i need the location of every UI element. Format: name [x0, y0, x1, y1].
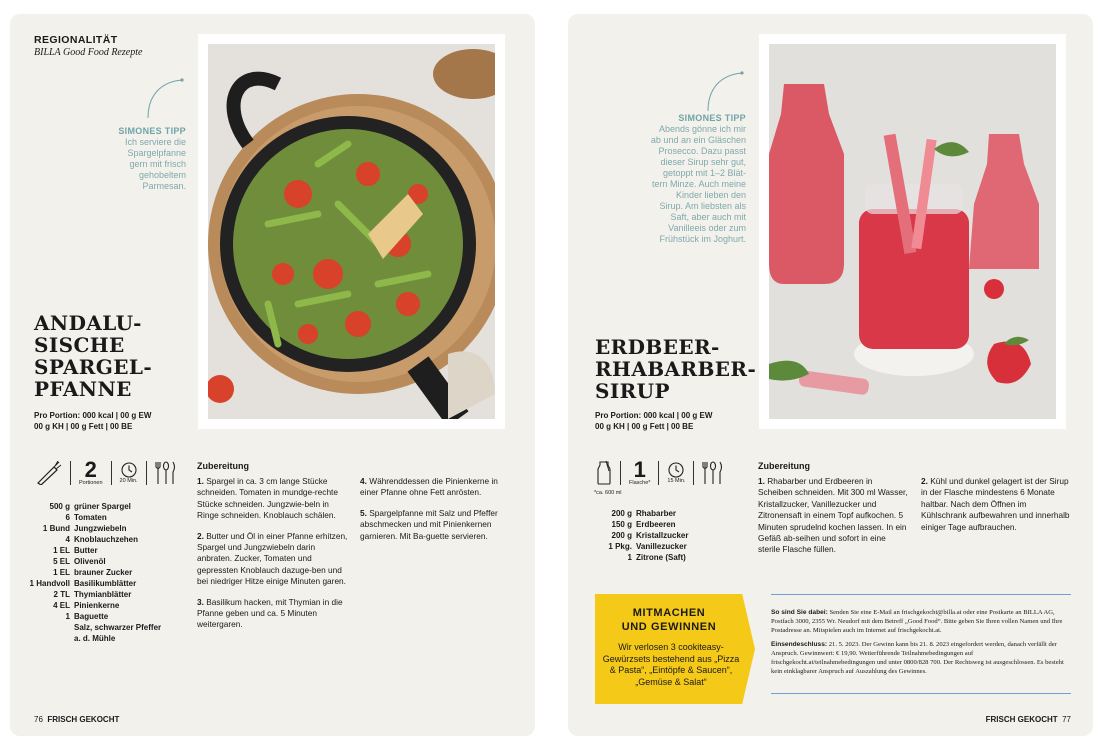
contest-title-line: UND GEWINNEN — [621, 621, 717, 633]
tip-line: ab und an ein Gläschen — [650, 135, 746, 145]
recipe-photo-frame — [759, 34, 1066, 429]
ingredient-name: Vanillezucker — [636, 542, 687, 551]
ingredient-name: Baguette — [74, 612, 109, 621]
ingredient-row — [28, 534, 161, 545]
ingredient-row — [590, 552, 688, 563]
recipe-title — [595, 336, 756, 402]
ingredient-row — [28, 523, 161, 534]
tip-curve-icon — [706, 69, 746, 113]
bottles-cell — [629, 457, 651, 486]
ingredient-amount: 1 Bund — [42, 524, 70, 533]
tip-line: Frühstück im Joghurt. — [659, 234, 746, 244]
clock-icon — [668, 462, 684, 478]
nutrition-info — [595, 410, 712, 432]
ingredient-amount — [28, 633, 74, 644]
footer-label: FRISCH GEKOCHT — [47, 715, 120, 724]
ingredient-amount: 150 g — [611, 520, 632, 529]
cutlery-icon — [702, 461, 724, 485]
tip-line: dieser Sirup sehr gut, — [660, 157, 746, 167]
step-number: 1. — [197, 476, 204, 486]
ingredient-row — [28, 512, 161, 523]
ingredient-amount: 200 g — [611, 531, 632, 540]
ingredient-name: Tomaten — [74, 513, 107, 522]
ingredient-name: Pinienkerne — [74, 601, 120, 610]
contest-title — [595, 606, 743, 634]
jar-icon — [596, 461, 612, 485]
ingredient-row — [28, 567, 161, 578]
meta-divider — [111, 461, 112, 485]
ingredient-name: Olivenöl — [74, 557, 106, 566]
portions-label: Portionen — [79, 480, 103, 486]
ingredient-row — [28, 556, 161, 567]
legal-text: 21. 5. 2023. Der Gewinn kann bis 21. 8. 2023 eingefordert werden, danach verfällt der Anspruch. Gewinnwert: € 19,90. Weiterführende Teilnahmebedingungen auf frischgekocht.at/teilnahmebedingungen und unter 0800/828 700. Der Rechtsweg ist ausgeschlossen. Es besteht kein einklagbarer Anspruch auf Auszahlung des Gewinnes. — [771, 641, 1064, 675]
ingredient-name: Basilikumblätter — [74, 579, 137, 588]
ingredient-amount: 4 — [65, 535, 70, 544]
ingredient-name: Kristallzucker — [636, 531, 689, 540]
contest-legal — [771, 594, 1071, 694]
simones-tipp — [624, 113, 746, 245]
volume-note: *ca. 600 ml — [594, 490, 622, 496]
step-number: 4. — [360, 476, 367, 486]
contest-text: Wir verlosen 3 cookiteasy-Gewürzsets bestehend aus „Pizza & Pasta“, „Eintöpfe & Saucen“, „Gemüse & Salat“ — [602, 642, 740, 687]
portions-value: 2 — [84, 457, 97, 482]
meta-divider — [693, 461, 694, 485]
section-kicker: REGIONALITÄT — [34, 34, 118, 46]
ingredient-amount: 4 EL — [53, 601, 70, 610]
ingredient-name: Salz, schwarzer Pfeffer — [74, 623, 162, 632]
rhubarb-syrup-photo — [769, 44, 1056, 419]
legal-text: Senden Sie eine E-Mail an frischgekocht@billa.at oder eine Postkarte an BILLA AG, Postfach 3000, 2355 Wr. Neudorf mit dem Betreff „Good Food“. Bitte geben Sie Ihren vollen Namen und Ihre Postadresse an. Mitspielen auch im Internet auf frischgekocht.at. — [771, 609, 1063, 634]
tip-line: Vanilleeis oder zum — [668, 223, 746, 233]
step-number: 5. — [360, 507, 367, 518]
recipe-meta — [36, 458, 177, 488]
nutrition-line: Pro Portion: 000 kcal | 00 g EW — [34, 411, 152, 420]
time-cell — [120, 462, 138, 484]
ingredient-name: Erdbeeren — [636, 520, 676, 529]
nutrition-line: 00 g KH | 00 g Fett | 00 BE — [34, 422, 133, 431]
tip-line: gehobeltem — [138, 170, 186, 180]
tip-line: Prosecco. Dazu passt — [658, 146, 746, 156]
ingredient-name: Rhabarber — [636, 509, 677, 518]
step-text: Kühl und dunkel gelagert ist der Sirup in der Flasche mindestens 6 Monate haltbar. Nach dem Öffnen im Kühlschrank aufbewahren und innerhalb einiger Tage aufbrauchen. — [921, 476, 1070, 532]
step-number: 2. — [197, 530, 204, 541]
page-footer — [986, 715, 1071, 724]
ingredient-name: a. d. Mühle — [74, 634, 116, 643]
ingredient-amount: 1 — [65, 612, 70, 621]
ingredient-amount: 6 — [65, 513, 70, 522]
steps-column-2 — [921, 476, 1073, 542]
tip-line: Ich serviere die — [124, 137, 186, 147]
ingredient-name: Thymianblätter — [74, 590, 132, 599]
ingredient-row — [28, 622, 161, 633]
carrot-knife-icon — [36, 461, 62, 485]
time-label: 20 Min. — [119, 478, 138, 484]
ingredient-amount: 1 Pkg. — [608, 542, 632, 551]
ingredient-amount — [28, 622, 74, 633]
legal-paragraph — [771, 641, 1071, 676]
ingredient-name: Butter — [74, 546, 98, 555]
ingredient-amount: 500 g — [49, 502, 70, 511]
ingredient-amount: 1 EL — [53, 546, 70, 555]
legal-label: Einsendeschluss: — [771, 641, 828, 649]
title-line: PFANNE — [34, 377, 132, 401]
ingredient-amount: 200 g — [611, 509, 632, 518]
tip-title: SIMONES TIPP — [118, 126, 186, 136]
tip-line: gern mit frisch — [129, 159, 186, 169]
steps-column-2 — [360, 476, 510, 551]
recipe-meta — [596, 458, 724, 488]
step-number: 1. — [758, 476, 765, 486]
time-cell — [667, 462, 685, 484]
title-line: ANDALU- — [34, 311, 142, 335]
step-text: Spargelpfanne mit Salz und Pfeffer abschmecken und mit Pinienkernen garnieren. Mit Ba-guette servieren. — [360, 507, 498, 541]
ingredient-row — [590, 541, 688, 552]
ingredient-row — [590, 530, 688, 541]
ingredient-row — [28, 633, 161, 644]
title-line: SISCHE — [34, 333, 125, 357]
ingredient-amount: 1 — [627, 553, 632, 562]
bottles-value: 1 — [633, 457, 646, 482]
ingredient-row — [28, 600, 161, 611]
ingredient-amount: 5 EL — [53, 557, 70, 566]
ingredient-row — [590, 519, 688, 530]
contest-title-line: MITMACHEN — [632, 607, 706, 619]
cutlery-icon — [155, 461, 177, 485]
ingredient-list — [590, 508, 688, 563]
ingredient-row — [28, 589, 161, 600]
ingredient-row — [28, 501, 161, 512]
tip-line: Saft, aber auch mit — [670, 212, 746, 222]
ingredient-amount: 1 EL — [53, 568, 70, 577]
tip-line: Abends gönne ich mir — [658, 124, 746, 134]
page-footer — [34, 715, 119, 724]
tip-line: Kinder lieben den — [675, 190, 746, 200]
step — [197, 476, 349, 522]
step — [197, 531, 349, 588]
step-text: Währenddessen die Pinienkerne in einer Pfanne ohne Fett anrösten. — [360, 476, 498, 498]
step-text: Basilikum hacken, mit Thymian in die Pfanne geben und ca. 5 Minuten weitergaren. — [197, 596, 343, 630]
step — [360, 508, 510, 542]
steps-column-1 — [758, 476, 908, 565]
right-page — [568, 14, 1093, 736]
tip-line: Sirup. Am liebsten als — [659, 201, 746, 211]
contest-banner — [595, 594, 755, 704]
ingredient-name: grüner Spargel — [74, 502, 131, 511]
tip-line: Spargelpfanne — [127, 148, 186, 158]
ingredient-name: brauner Zucker — [74, 568, 133, 577]
portions-cell — [79, 457, 103, 486]
page-number: 76 — [34, 715, 43, 724]
step — [921, 476, 1073, 533]
step — [758, 476, 908, 556]
ingredient-row — [590, 508, 688, 519]
ingredient-name: Jungzwiebeln — [74, 524, 127, 533]
meta-divider — [620, 461, 621, 485]
title-line: SPARGEL- — [34, 355, 153, 379]
step-number: 3. — [197, 596, 204, 607]
step-text: Butter und Öl in einer Pfanne erhitzen, Spargel und Jungzwiebeln darin anbraten. Zucker, Tomaten und gepressten Knoblauch dazuge-ben und bei niedriger Hitze einige Minuten garen. — [197, 530, 348, 587]
clock-icon — [121, 462, 137, 478]
page-number: 77 — [1062, 715, 1071, 724]
legal-label: So sind Sie dabei: — [771, 609, 828, 616]
footer-label: FRISCH GEKOCHT — [985, 715, 1058, 724]
nutrition-line: Pro Portion: 000 kcal | 00 g EW — [595, 411, 713, 420]
tip-line: Parmesan. — [142, 181, 186, 191]
tip-line: getoppt mit 1–2 Blät- — [662, 168, 746, 178]
tip-title: SIMONES TIPP — [678, 113, 746, 123]
title-line: ERDBEER- — [595, 335, 720, 359]
step — [360, 476, 510, 499]
ingredient-row — [28, 578, 161, 589]
meta-divider — [146, 461, 147, 485]
nutrition-info — [34, 410, 151, 432]
simones-tipp — [96, 126, 186, 192]
legal-paragraph — [771, 609, 1071, 635]
title-line: RHABARBER- — [595, 357, 757, 381]
recipe-photo-frame — [198, 34, 505, 429]
steps-heading: Zubereitung — [197, 461, 249, 471]
section-subtitle: BILLA Good Food Rezepte — [34, 47, 143, 58]
ingredient-name: Zitrone (Saft) — [636, 553, 686, 562]
steps-heading: Zubereitung — [758, 461, 810, 471]
bottles-label: Flasche* — [629, 480, 651, 486]
ingredient-name: Knoblauchzehen — [74, 535, 139, 544]
asparagus-pan-photo — [208, 44, 495, 419]
ingredient-row — [28, 611, 161, 622]
step-text: Spargel in ca. 3 cm lange Stücke schneiden. Tomaten in mundge-rechte Stücke schneiden. Jungzwie-beln in Ringe schneiden. Knoblauch schälen. — [197, 476, 338, 521]
meta-divider — [658, 461, 659, 485]
nutrition-line: 00 g KH | 00 g Fett | 00 BE — [595, 422, 694, 431]
tip-line: tern Minze. Auch meine — [651, 179, 746, 189]
left-page — [10, 14, 535, 736]
steps-column-1 — [197, 476, 349, 640]
time-label: 15 Min. — [667, 478, 686, 484]
step — [197, 597, 349, 631]
recipe-title — [34, 312, 152, 400]
meta-divider — [70, 461, 71, 485]
ingredient-amount: 2 TL — [53, 590, 70, 599]
ingredient-list — [28, 501, 161, 644]
step-number: 2. — [921, 476, 928, 486]
step-text: Rhabarber und Erdbeeren in Scheiben schneiden. Mit 300 ml Wasser, Kristallzucker, Vanillezucker und Zitronensaft in einem Topf aufkochen. 5 Minuten sprudelnd kochen lassen. In ein Gefäß ab-seihen und sofort in eine sterile Flasche füllen. — [758, 476, 908, 555]
ingredient-amount: 1 Handvoll — [29, 579, 70, 588]
tip-curve-icon — [146, 76, 186, 120]
title-line: SIRUP — [595, 379, 670, 403]
ingredient-row — [28, 545, 161, 556]
